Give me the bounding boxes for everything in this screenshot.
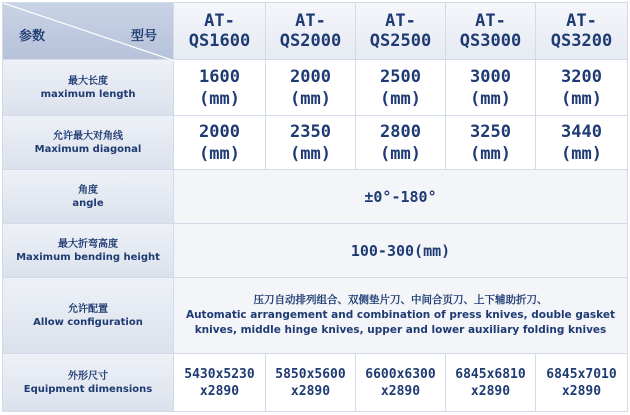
value-cell <box>446 116 536 170</box>
row-angle <box>2 170 628 224</box>
header-row <box>2 2 628 60</box>
row-label-max-diagonal <box>2 116 174 170</box>
value: 3200 <box>561 66 602 87</box>
value-cell <box>174 60 266 116</box>
configuration-value <box>174 278 628 354</box>
value: 3000 <box>470 66 511 87</box>
angle-value: ±0°-180° <box>174 170 628 224</box>
dimension-cell <box>174 354 266 412</box>
label-en: angle <box>72 197 104 209</box>
unit: (mm) <box>290 143 331 164</box>
model-prefix: AT- <box>204 11 235 31</box>
model-header-2 <box>266 2 356 60</box>
model-header-3 <box>356 2 446 60</box>
dimension-cell <box>356 354 446 412</box>
model-prefix: AT- <box>385 11 416 31</box>
unit: (mm) <box>290 88 331 109</box>
unit: (mm) <box>470 143 511 164</box>
label-en: Equipment dimensions <box>23 383 153 395</box>
label-cn: 角度 <box>78 184 98 196</box>
bending-height-value: 100-300(mm) <box>174 224 628 278</box>
dimension-b: x2890 <box>380 383 421 399</box>
model-prefix: AT- <box>475 11 506 31</box>
label-en: maximum length <box>40 88 136 100</box>
dimension-a: 6845x7010 <box>546 366 617 382</box>
row-label-configuration <box>2 278 174 354</box>
model-name: QS2500 <box>369 31 432 51</box>
dimension-a: 6600x6300 <box>365 366 436 382</box>
param-label: 参数 <box>19 29 46 44</box>
value: 2000 <box>199 121 240 142</box>
model-label: 型号 <box>130 29 157 44</box>
unit: (mm) <box>470 88 511 109</box>
value-cell <box>356 116 446 170</box>
row-max-length <box>2 60 628 116</box>
label-en: Allow configuration <box>33 316 143 328</box>
row-dimensions <box>2 354 628 412</box>
config-line-en-2: knives, middle hinge knives, upper and lower auxiliary folding knives <box>194 324 607 336</box>
value-cell <box>266 116 356 170</box>
value-cell <box>356 60 446 116</box>
dimension-cell <box>446 354 536 412</box>
row-label-angle <box>2 170 174 224</box>
model-prefix: AT- <box>566 11 597 31</box>
label-cn: 最大长度 <box>68 75 108 87</box>
unit: (mm) <box>199 88 240 109</box>
model-name: QS3000 <box>459 31 522 51</box>
dimension-cell <box>536 354 628 412</box>
model-name: QS1600 <box>188 31 251 51</box>
dimension-b: x2890 <box>470 383 511 399</box>
dimension-b: x2890 <box>561 383 602 399</box>
model-header-5 <box>536 2 628 60</box>
value: 2000 <box>290 66 331 87</box>
model-header-1 <box>174 2 266 60</box>
dimension-a: 5850x5600 <box>275 366 346 382</box>
value: 1600 <box>199 66 240 87</box>
model-name: QS2000 <box>279 31 342 51</box>
value: 2800 <box>380 121 421 142</box>
dimension-b: x2890 <box>199 383 240 399</box>
label-cn: 允许配置 <box>68 303 108 315</box>
dimension-b: x2890 <box>290 383 331 399</box>
row-configuration <box>2 278 628 354</box>
model-header-4 <box>446 2 536 60</box>
spec-table <box>2 2 628 412</box>
unit: (mm) <box>199 143 240 164</box>
row-bending-height <box>2 224 628 278</box>
value: 2500 <box>380 66 421 87</box>
label-en: Maximum diagonal <box>34 143 142 155</box>
unit: (mm) <box>380 88 421 109</box>
unit: (mm) <box>561 143 602 164</box>
row-label-max-length <box>2 60 174 116</box>
dimension-cell <box>266 354 356 412</box>
config-line-cn: 压刀自动排列组合、双侧垫片刀、中间合页刀、上下辅助折刀、 <box>253 294 548 306</box>
header-corner-cell <box>2 2 174 60</box>
value-cell <box>446 60 536 116</box>
value-cell <box>536 116 628 170</box>
dimension-a: 6845x6810 <box>455 366 526 382</box>
model-prefix: AT- <box>295 11 326 31</box>
value-cell <box>266 60 356 116</box>
dimension-a: 5430x5230 <box>184 366 255 382</box>
row-label-bending-height <box>2 224 174 278</box>
model-name: QS3200 <box>550 31 613 51</box>
label-cn: 最大折弯高度 <box>58 238 118 250</box>
unit: (mm) <box>561 88 602 109</box>
unit: (mm) <box>380 143 421 164</box>
label-cn: 外形尺寸 <box>68 370 108 382</box>
value: 3250 <box>470 121 511 142</box>
row-label-dimensions <box>2 354 174 412</box>
label-en: Maximum bending height <box>16 251 160 263</box>
value: 2350 <box>290 121 331 142</box>
label-cn: 允许最大对角线 <box>53 130 123 142</box>
row-max-diagonal <box>2 116 628 170</box>
value-cell <box>174 116 266 170</box>
value-cell <box>536 60 628 116</box>
value: 3440 <box>561 121 602 142</box>
config-line-en-1: Automatic arrangement and combination of press knives, double gasket <box>185 309 616 321</box>
